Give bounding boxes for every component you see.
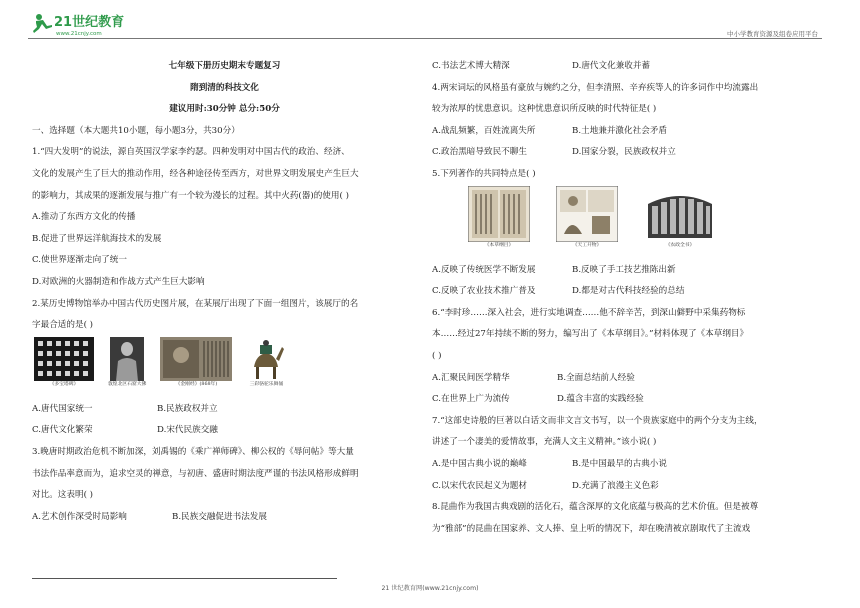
q7-options-row — [432, 476, 824, 498]
footer-divider — [32, 578, 337, 579]
q7-option-a[interactable]: A.是中国古典小说的巅峰 — [432, 458, 527, 469]
question-7-line: 讲述了一个凄美的爱情故事，充满人文主义精神。”该小说( ) — [432, 437, 657, 448]
question-3-line: 书法作品率意而为，追求空灵的禅意，与初唐、盛唐时期法度严谨的书法风格形成鲜明 — [32, 468, 359, 479]
q3-option-b[interactable]: B.民族交融促进书法发展 — [172, 511, 267, 522]
calligraphy-stele-image — [34, 337, 94, 389]
question-2-line: 字最合适的是( ) — [32, 320, 93, 331]
footer-text: 21 世纪教育网(www.21cnjy.com) — [381, 585, 479, 592]
q6-options-row — [432, 389, 824, 411]
header-platform-text: 中小学教育资源及组卷应用平台 — [727, 30, 818, 38]
q1-option-d[interactable]: D.对欧洲的火器制造和作战方式产生巨大影响 — [32, 276, 205, 287]
q4-option-a[interactable]: A.战乱频繁，百姓流离失所 — [432, 125, 536, 136]
q3-options-row — [32, 507, 417, 529]
buddha-statue-image — [108, 337, 146, 389]
q5-option-d[interactable]: D.都是对古代科技经验的总结 — [572, 286, 685, 297]
question-4-line: 4.两宋词坛的风格虽有豪放与婉约之分，但李清照、辛弃疾等人的许多词作中均流露出 — [432, 82, 759, 93]
q5-option-a[interactable]: A.反映了传统医学不断发展 — [432, 264, 536, 275]
q3-option-a[interactable]: A.艺术创作深受时局影响 — [32, 511, 127, 522]
q2-option-a[interactable]: A.唐代国家统一 — [32, 403, 93, 414]
q2-option-d[interactable]: D.宋代民族交融 — [157, 425, 218, 436]
image-caption: 三彩骆驼乐舞俑 — [249, 381, 284, 387]
q2-option-b[interactable]: B.民族政权并立 — [157, 403, 218, 414]
image-caption: 《金刚经》(868年) — [175, 381, 218, 387]
q4-option-c[interactable]: C.政治黑暗导致民不聊生 — [432, 147, 527, 158]
question-5-line: 5.下列著作的共同特点是( ) — [432, 168, 536, 179]
question-6-line: 本……经过27年持续不断的努力，编写出了《本草纲目》。”材料体现了《本草纲目》 — [432, 329, 749, 340]
bencao-gangmu-image — [468, 186, 530, 250]
q7-option-b[interactable]: B.是中国最早的古典小说 — [572, 458, 667, 469]
q7-option-c[interactable]: C.以宋代农民起义为题材 — [432, 480, 527, 491]
tricolor-camel-image — [246, 337, 286, 389]
q4-option-b[interactable]: B.土地兼并激化社会矛盾 — [572, 125, 667, 136]
q3-options-row — [432, 56, 824, 78]
q1-option-c[interactable]: C.使世界逐渐走向了统一 — [32, 255, 127, 266]
q7-option-d[interactable]: D.充满了浪漫主义色彩 — [572, 480, 659, 491]
q5-option-c[interactable]: C.反映了农业技术推广普及 — [432, 286, 536, 297]
q1-option-a[interactable]: A.推动了东西方文化的传播 — [32, 212, 136, 223]
q6-option-a[interactable]: A.汇聚民间医学精华 — [432, 372, 510, 383]
q5-options-row — [432, 281, 824, 303]
question-3-line: 3.晚唐时期政治危机不断加深，刘禹锡的《乘广禅师碑》、柳公权的《辱问帖》等大量 — [32, 446, 354, 457]
q4-options-row — [432, 142, 824, 164]
logo-text: 21世纪教育 — [54, 15, 125, 30]
question-7-line: 7.“这部史诗般的巨著以白话文而非文言文书写，以一个贵族家庭中的两个分支为主线， — [432, 415, 763, 426]
question-2-line: 2.某历史博物馆举办中国古代历史图片展，在某展厅出现了下面一组图片，该展厅的名 — [32, 298, 359, 309]
question-3-line: 对比。这表明( ) — [32, 490, 93, 501]
left-column — [32, 56, 417, 528]
image-caption: 《多宝塔碑》 — [49, 381, 79, 387]
tiangong-kaiwu-image — [556, 186, 618, 250]
q4-option-d[interactable]: D.国家分裂，民族政权并立 — [572, 147, 676, 158]
q2-options-row — [32, 399, 417, 421]
image-caption: 敦煌北区石窟大佛 — [108, 381, 147, 387]
question-1-line: 1.“四大发明”的说法，源自英国汉学家李约瑟。四种发明对中国古代的政治、经济、 — [32, 147, 350, 158]
site-logo — [30, 11, 140, 37]
q5-image-row — [432, 186, 824, 260]
question-1-line: 文化的发展产生了巨大的推动作用，经各种途径传至西方，对世界文明发展史产生巨大 — [32, 168, 359, 179]
q5-options-row — [432, 260, 824, 282]
q2-option-c[interactable]: C.唐代文化繁荣 — [32, 425, 93, 436]
question-8-line: 8.昆曲作为我国古典戏剧的活化石，蕴含深厚的文化底蕴与极高的艺术价值。但是被尊 — [432, 502, 759, 513]
question-6-line: ( ) — [432, 350, 442, 361]
q1-option-b[interactable]: B.促进了世界远洋航海技术的发展 — [32, 233, 162, 244]
q6-options-row — [432, 368, 824, 390]
q2-options-row — [32, 420, 417, 442]
header-divider — [28, 38, 822, 39]
nongzheng-quanshu-image — [644, 186, 716, 250]
q6-option-c[interactable]: C.在世界上广为流传 — [432, 394, 510, 405]
time-and-score: 建议用时:30分钟 总分:50分 — [169, 104, 280, 115]
q6-option-d[interactable]: D.蕴含丰富的实践经验 — [557, 394, 644, 405]
question-8-line: 为“雅部”的昆曲在国家养、文人捧、皇上听的情况下，却在晚清被京剧取代了主流戏 — [432, 523, 751, 534]
q3-option-d[interactable]: D.唐代文化兼收并蓄 — [572, 61, 651, 71]
question-1-line: 的影响力，其成果的逐渐发展与推广有一个较为漫长的过程。其中火药(器)的使用( ) — [32, 190, 349, 201]
right-column — [432, 56, 824, 540]
image-caption: 《农政全书》 — [665, 242, 695, 248]
logo-subtext: www.21cnjy.com — [56, 31, 102, 37]
q3-option-c[interactable]: C.书法艺术博大精深 — [432, 61, 510, 71]
q5-option-b[interactable]: B.反映了手工技艺推陈出新 — [572, 264, 676, 275]
q7-options-row — [432, 454, 824, 476]
image-caption: 《天工开物》 — [572, 242, 602, 248]
q6-option-b[interactable]: B.全面总结前人经验 — [557, 372, 635, 383]
question-6-line: 6.“李时珍……深入社会，进行实地调查……他不辞辛苦，到深山僻野中采集药物标 — [432, 307, 746, 318]
image-caption: 《本草纲目》 — [484, 242, 514, 248]
question-4-line: 较为浓厚的忧患意识。这种忧患意识所反映的时代特征是( ) — [432, 104, 657, 115]
q4-options-row — [432, 121, 824, 143]
page-subtitle: 隋到清的科技文化 — [190, 82, 259, 93]
section-heading: 一、选择题（本大题共10小题，每小题3分，共30分） — [32, 125, 240, 136]
diamond-sutra-image — [160, 337, 232, 389]
q2-image-row — [32, 337, 417, 399]
page-title: 七年级下册历史期末专题复习 — [168, 61, 281, 71]
